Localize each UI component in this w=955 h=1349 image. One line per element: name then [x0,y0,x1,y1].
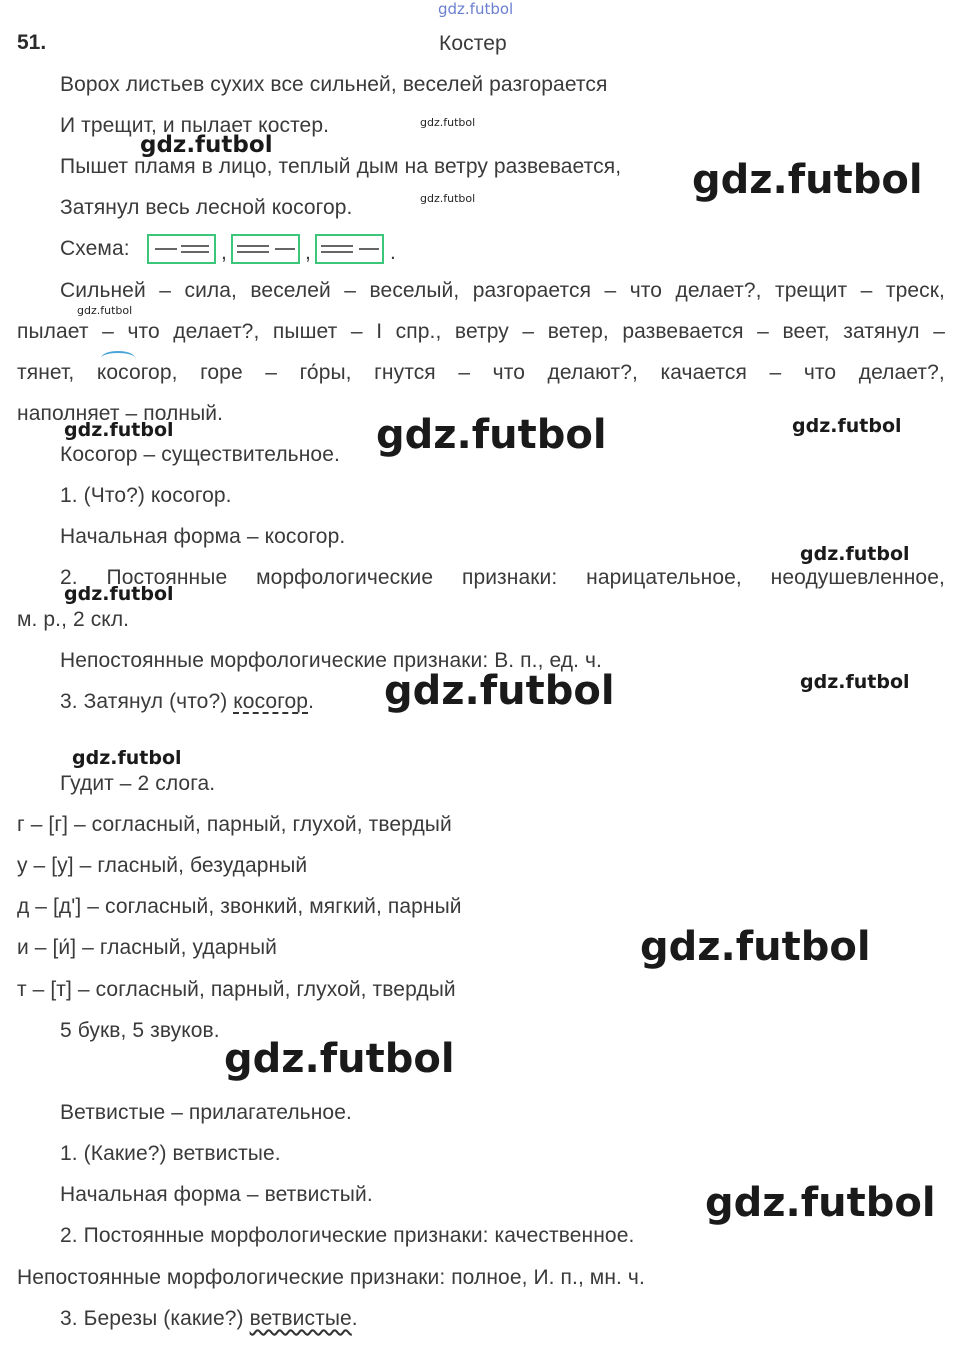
watermark: gdz.futbol [800,543,910,565]
word: го́ры, [299,361,352,384]
word: тянет, [17,361,75,384]
word: косогор, [96,361,178,384]
watermark: gdz.futbol [224,1036,455,1082]
watermark: gdz.futbol [640,924,871,970]
word: – [458,361,471,384]
word: ветер, [547,320,609,343]
text: . [308,690,314,713]
schema-sep-2: , [305,241,311,264]
word: делают?, [547,361,638,384]
word: неодушевленное, [770,566,945,589]
words-line-3 [17,360,945,386]
watermark: gdz.futbol [140,132,273,158]
page-title: Костер [439,32,507,55]
gudit-summary: 5 букв, 5 звуков. [60,1019,220,1042]
word: Сильней [60,279,146,302]
text: 3. Затянул (что?) [60,690,234,713]
word: что [127,320,160,343]
watermark: gdz.futbol [72,747,182,769]
schema-double-dash-icon [317,236,382,262]
watermark: gdz.futbol [77,304,133,317]
schema-sep-1: , [221,241,227,264]
word: 2. [60,566,78,589]
watermark: gdz.futbol [420,192,476,205]
word: спр., [395,320,442,343]
word: веселый, [369,279,460,302]
kosogor-line-6: Непостоянные морфологические признаки: В. п., ед. ч. [60,649,602,672]
watermark: gdz.futbol [64,583,174,605]
word: нарицательное, [586,566,742,589]
sound-row: у – [у] – гласный, безударный [17,854,308,877]
watermark: gdz.futbol [384,668,615,714]
word: – [350,320,363,343]
schema-box-2 [231,234,300,264]
word: делает?, [858,361,945,384]
word: морфологические [256,566,434,589]
word: Постоянные [106,566,228,589]
word: I [376,320,383,343]
sound-row: г – [г] – согласный, парный, глухой, твердый [17,813,452,836]
watermark-top: gdz.futbol [438,0,514,18]
word: веет, [782,320,830,343]
kosogor-line-3: Начальная форма – косогор. [60,525,346,548]
word: что [629,279,663,302]
word: пышет [272,320,338,343]
word: – [159,279,172,302]
watermark: gdz.futbol [800,671,910,693]
schema-double-dash-icon [233,236,298,262]
words-line-4: наполняет – полный. [17,402,224,425]
word: – [860,279,873,302]
text: 3. Березы (какие?) [60,1307,250,1330]
poem-line-3: Пышет пламя в лицо, теплый дым на ветру развевается, [60,155,622,178]
watermark: gdz.futbol [792,415,902,437]
underlined-word: ветвистые [249,1307,352,1330]
word: качается [660,361,747,384]
word: ветру [454,320,509,343]
word: – [769,361,782,384]
watermark: gdz.futbol [420,116,476,129]
watermark: gdz.futbol [692,157,923,203]
word: что [492,361,525,384]
word: веселей [250,279,331,302]
words-line-1 [60,278,945,304]
word: – [522,320,535,343]
kosogor-line-7 [60,689,314,715]
sound-row: и – [и́] – гласный, ударный [17,936,277,959]
word: – [344,279,357,302]
word: трещит [775,279,848,302]
word: горе [200,361,243,384]
schema-dash-double-icon [149,236,214,262]
sound-row: т – [т] – согласный, парный, глухой, твердый [17,978,456,1001]
word: пылает [17,320,89,343]
word: делает?, [173,320,260,343]
schema-label: Схема: [60,237,130,260]
word: что [803,361,837,384]
kosogor-line-4 [60,565,945,591]
vetvistye-line-4: 2. Постоянные морфологические признаки: качественное. [60,1224,635,1247]
word: сила, [184,279,237,302]
kosogor-line-5: м. р., 2 скл. [17,608,130,631]
watermark: gdz.futbol [376,412,607,458]
word: затянул [843,320,920,343]
kosogor-line-1: Косогор – существительное. [60,443,340,466]
task-number: 51. [17,31,47,54]
kosogor-line-2: 1. (Что?) косогор. [60,484,232,507]
word: делает?, [675,279,762,302]
vetvistye-line-5: Непостоянные морфологические признаки: полное, И. п., мн. ч. [17,1266,645,1289]
gudit-line-1: Гудит – 2 слога. [60,772,216,795]
word: развевается [622,320,744,343]
vetvistye-line-1: Ветвистые – прилагательное. [60,1101,352,1124]
word: – [265,361,278,384]
word: разгорается [472,279,592,302]
schema-box-3 [315,234,384,264]
poem-line-4: Затянул весь лесной косогор. [60,196,353,219]
sound-row: д – [д'] – согласный, звонкий, мягкий, парный [17,895,462,918]
vetvistye-line-2: 1. (Какие?) ветвистые. [60,1142,281,1165]
word: – [757,320,769,343]
vetvistye-line-3: Начальная форма – ветвистый. [60,1183,373,1206]
words-line-2 [17,319,945,345]
schema-box-1 [147,234,216,264]
word: треск, [885,279,945,302]
schema-end: . [390,241,396,264]
text: . [351,1307,358,1330]
word: признаки: [461,566,558,589]
watermark: gdz.futbol [705,1180,936,1226]
vetvistye-line-6 [60,1306,358,1332]
poem-line-1: Ворох листьев сухих все сильней, веселей разгорается [60,73,608,96]
word: – [604,279,617,302]
word: – [102,320,114,343]
poem-line-2: И трещит, и пылает костер. [60,114,330,137]
underlined-word: косогор [233,690,309,713]
word: гнутся [374,361,436,384]
word: – [933,320,945,343]
watermark: gdz.futbol [64,419,174,441]
